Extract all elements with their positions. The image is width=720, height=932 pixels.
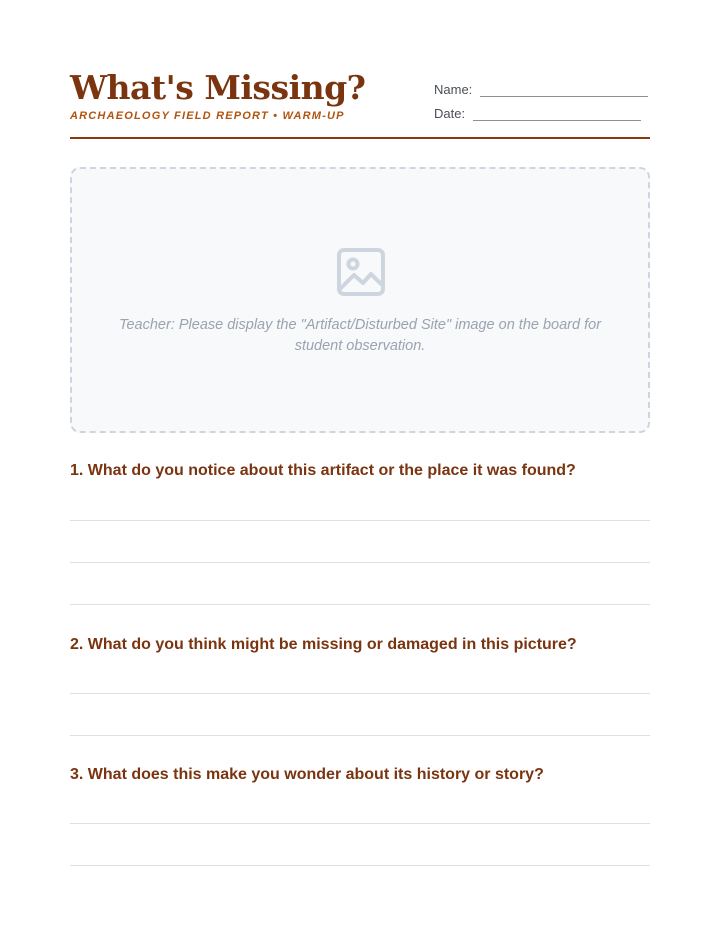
answer-line[interactable]	[70, 735, 650, 736]
answer-line[interactable]	[70, 865, 650, 866]
date-label: Date:	[434, 106, 466, 121]
answer-line[interactable]	[70, 562, 650, 563]
answer-line[interactable]	[70, 693, 650, 694]
question-3: 3. What does this make you wonder about its history or story?	[70, 766, 544, 783]
page-subtitle: ARCHAEOLOGY FIELD REPORT • WARM-UP	[70, 110, 345, 122]
answer-line[interactable]	[70, 604, 650, 605]
answer-line[interactable]	[70, 520, 650, 521]
question-2: 2. What do you think might be missing or damaged in this picture?	[70, 636, 577, 653]
question-1: 1. What do you notice about this artifact or the place it was found?	[70, 462, 576, 479]
placeholder-instructions: Teacher: Please display the "Artifact/Disturbed Site" image on the board for student observation.	[118, 317, 602, 354]
date-blank-line[interactable]	[473, 106, 641, 121]
name-field	[434, 82, 648, 97]
image-placeholder	[70, 167, 650, 433]
page-title: What's Missing?	[70, 68, 366, 107]
answer-line[interactable]	[70, 823, 650, 824]
name-label: Name:	[434, 82, 473, 97]
name-blank-line[interactable]	[480, 82, 648, 97]
header-divider	[70, 137, 650, 139]
date-field	[434, 106, 641, 121]
image-icon	[336, 247, 386, 297]
